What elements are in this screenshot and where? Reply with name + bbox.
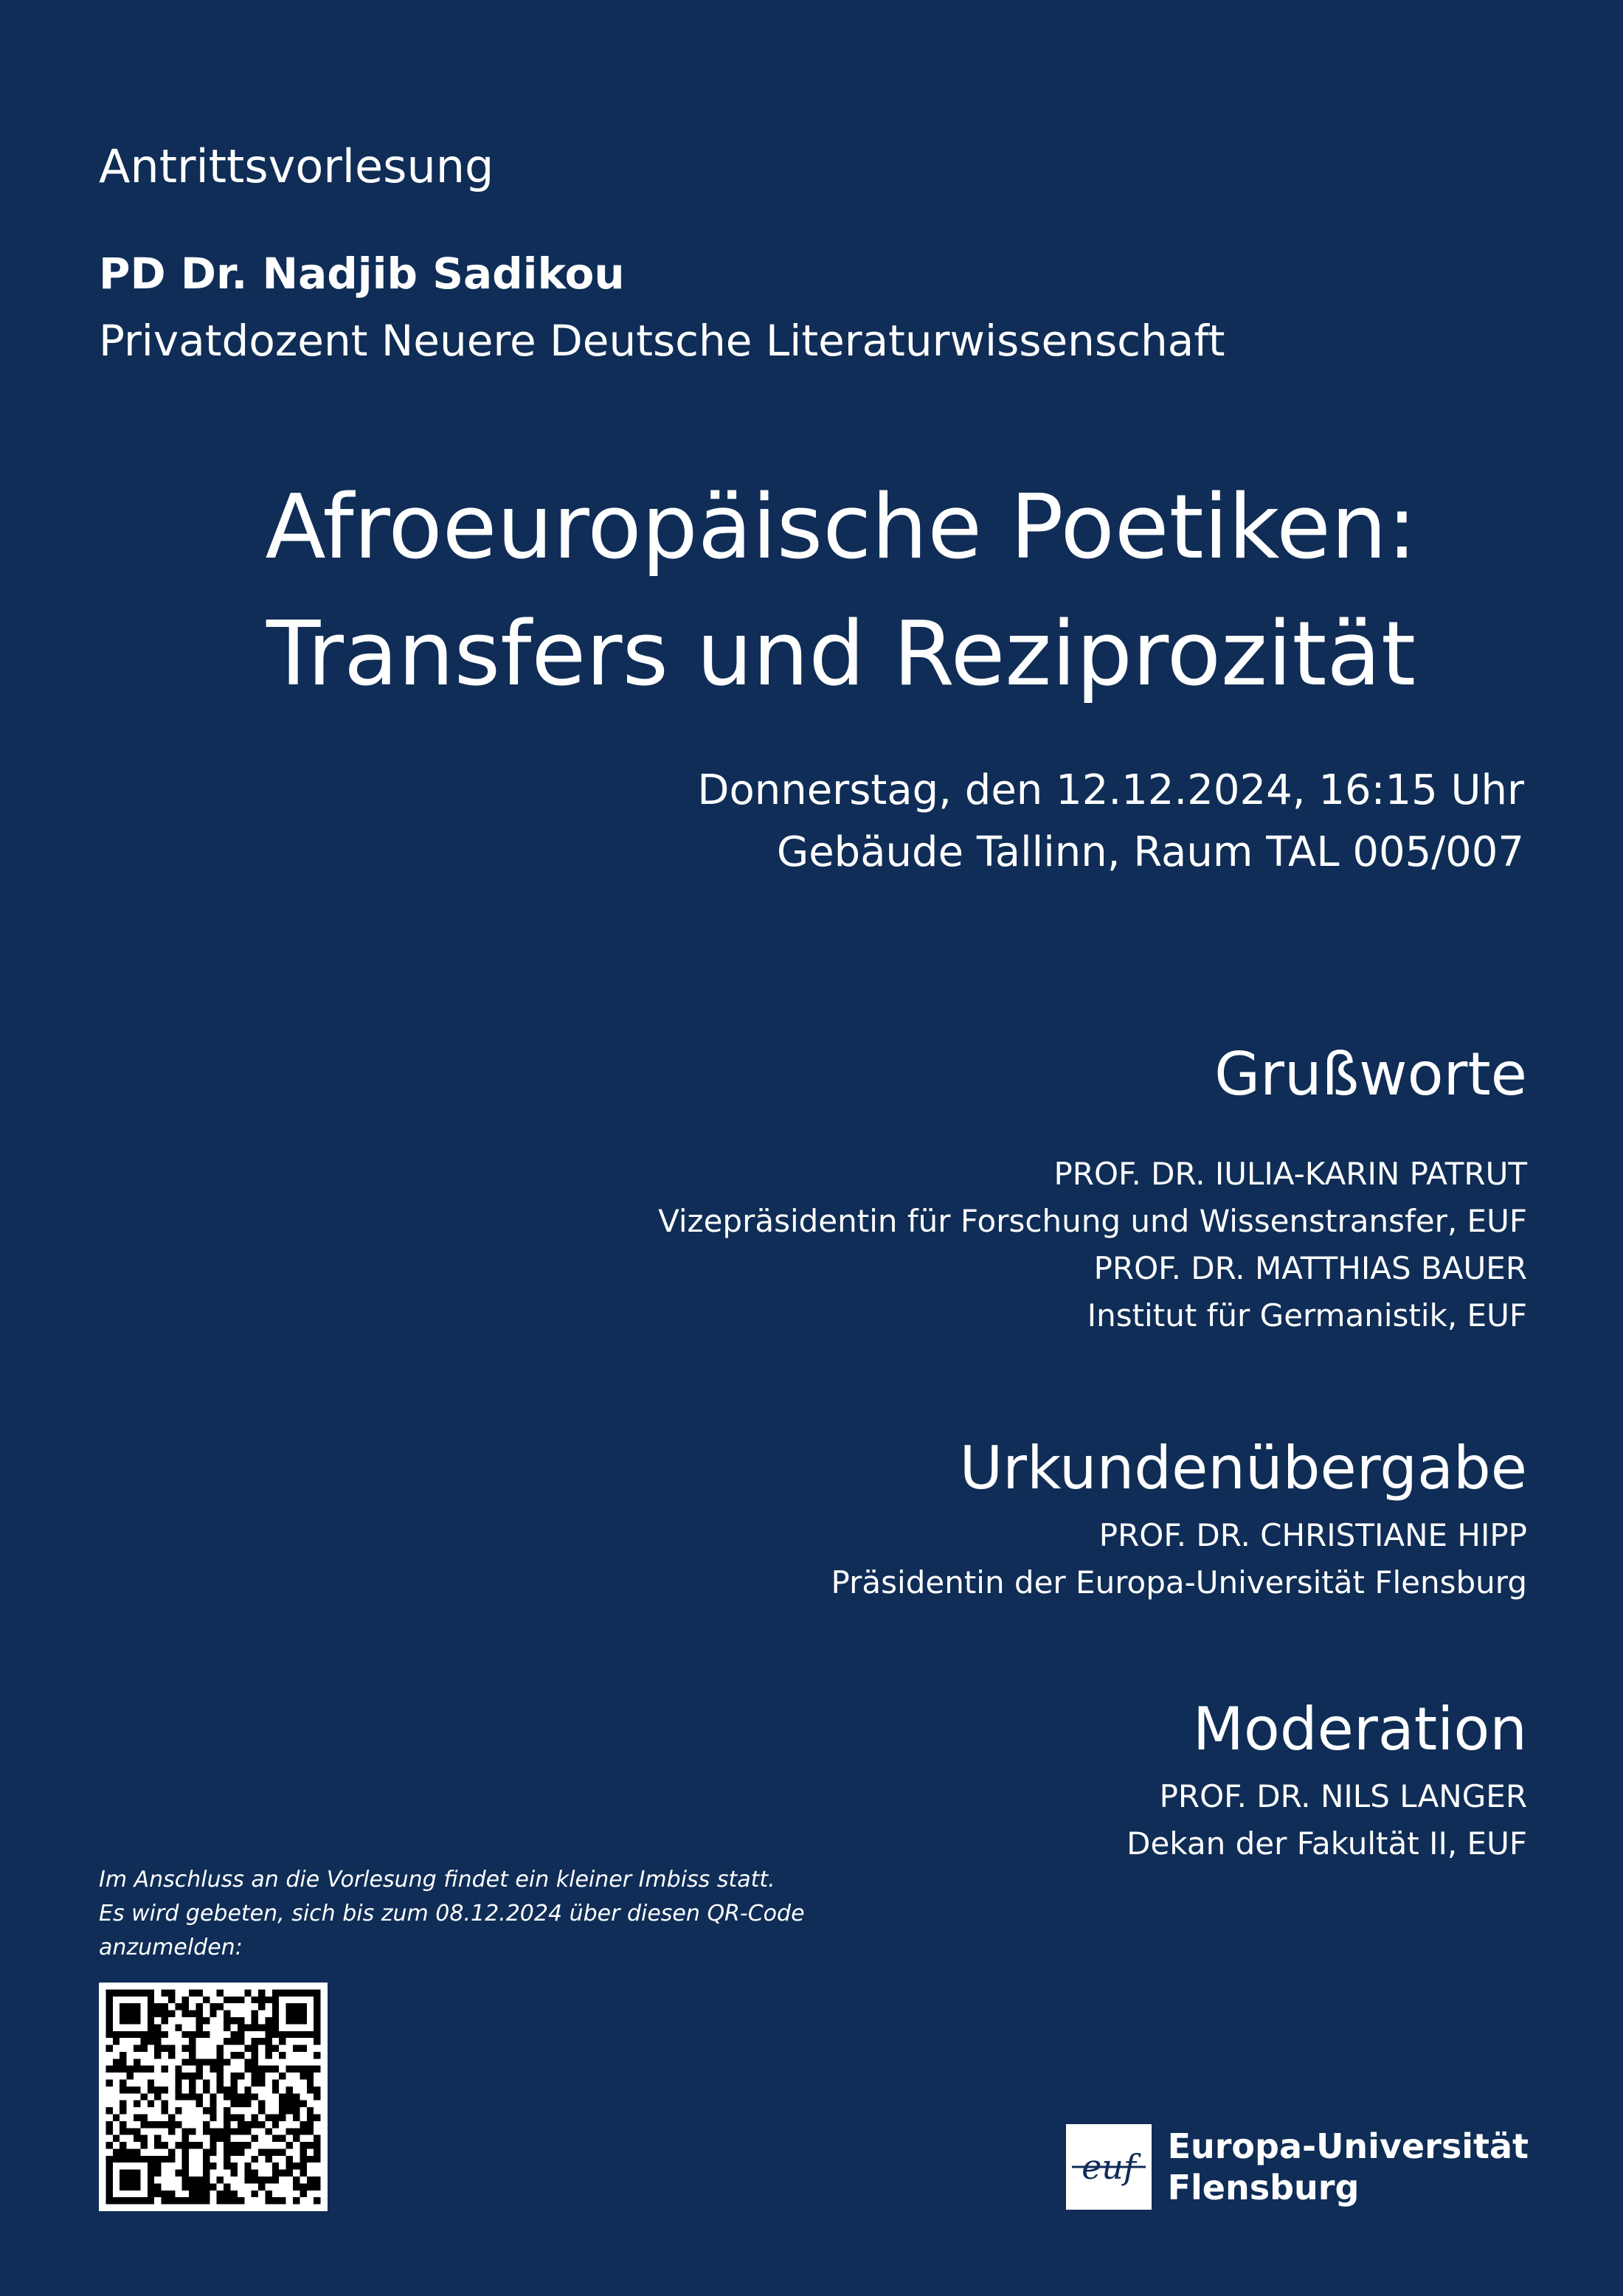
title-line-2: Transfers und Reziprozität bbox=[266, 603, 1416, 706]
note-line-1: Im Anschluss an die Vorlesung findet ein kleiner Imbiss statt. bbox=[99, 1867, 775, 1893]
moderation-section bbox=[1127, 1689, 1527, 1867]
event-info bbox=[697, 760, 1524, 884]
award-section bbox=[831, 1428, 1527, 1606]
moderation-heading: Moderation bbox=[1192, 1695, 1527, 1763]
speaker-name: PD Dr. Nadjib Sadikou bbox=[99, 249, 625, 299]
greeting-speaker-1: PROF. DR. IULIA-KARIN PATRUT bbox=[1053, 1156, 1527, 1192]
registration-note bbox=[99, 1863, 837, 1965]
university-name bbox=[1168, 2126, 1529, 2208]
university-logo bbox=[1066, 2124, 1529, 2210]
euf-logo-icon bbox=[1066, 2124, 1152, 2210]
event-type: Antrittsvorlesung bbox=[99, 139, 494, 193]
award-speaker: PROF. DR. CHRISTIANE HIPP bbox=[1098, 1517, 1527, 1553]
event-location: Gebäude Tallinn, Raum TAL 005/007 bbox=[776, 828, 1524, 876]
svg-text:euf: euf bbox=[1081, 2147, 1136, 2187]
greetings-section bbox=[658, 1034, 1527, 1339]
lecture-title bbox=[0, 465, 1623, 718]
award-affiliation: Präsidentin der Europa-Universität Flensburg bbox=[831, 1564, 1527, 1600]
moderator-affiliation: Dekan der Fakultät II, EUF bbox=[1127, 1825, 1527, 1862]
event-date-time: Donnerstag, den 12.12.2024, 16:15 Uhr bbox=[697, 766, 1524, 814]
note-line-2: Es wird gebeten, sich bis zum 08.12.2024 über diesen QR-Code bbox=[99, 1901, 805, 1926]
greeting-affiliation-2: Institut für Germanistik, EUF bbox=[1087, 1297, 1527, 1333]
title-line-1: Afroeuropäische Poetiken: bbox=[265, 476, 1417, 579]
note-line-3: anzumelden: bbox=[99, 1935, 243, 1960]
award-heading: Urkundenübergabe bbox=[959, 1434, 1527, 1502]
greeting-speaker-2: PROF. DR. MATTHIAS BAUER bbox=[1093, 1250, 1527, 1286]
university-name-line-1: Europa-Universität bbox=[1167, 2126, 1529, 2166]
qr-code-icon[interactable] bbox=[99, 1983, 328, 2211]
greeting-affiliation-1: Vizepräsidentin für Forschung und Wissenstransfer, EUF bbox=[658, 1203, 1527, 1239]
university-name-line-2: Flensburg bbox=[1167, 2168, 1360, 2207]
speaker-role: Privatdozent Neuere Deutsche Literaturwissenschaft bbox=[99, 316, 1225, 366]
moderator-name: PROF. DR. NILS LANGER bbox=[1159, 1778, 1527, 1814]
greetings-heading: Grußworte bbox=[1214, 1040, 1527, 1109]
